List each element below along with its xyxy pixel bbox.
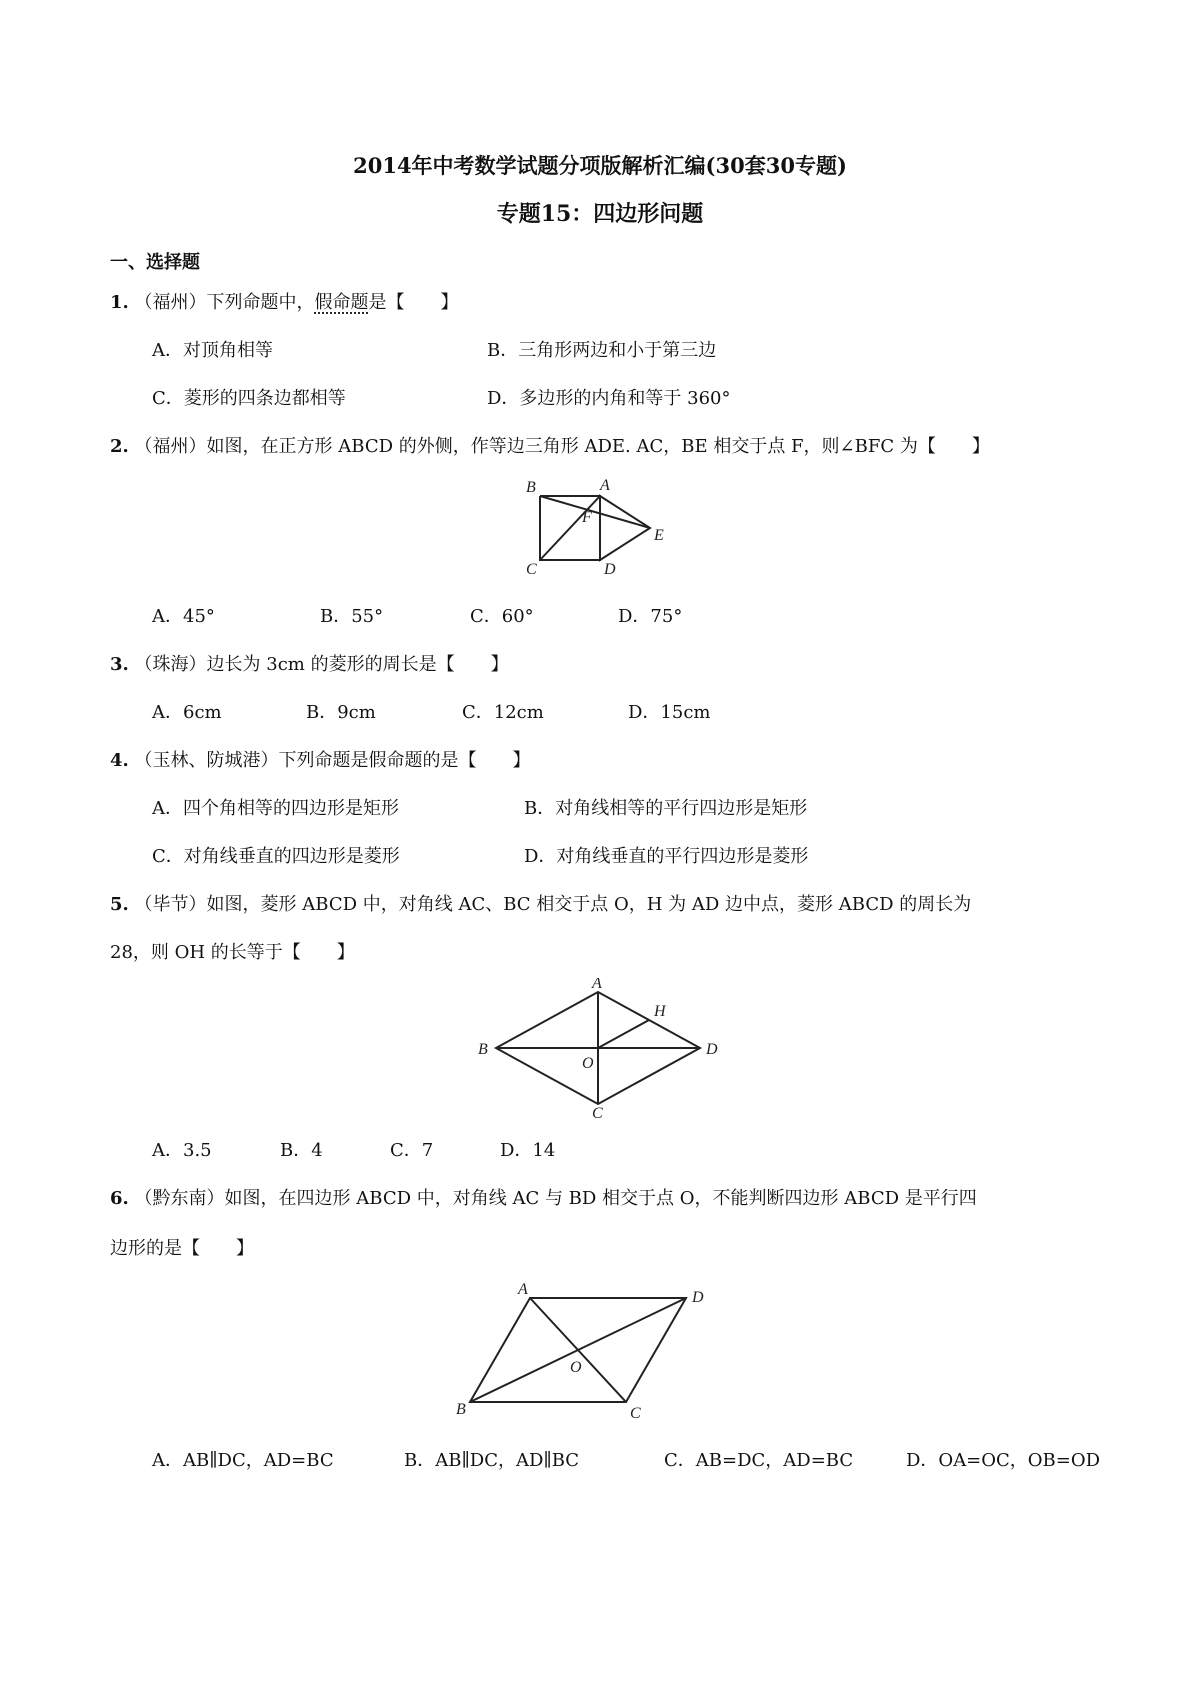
- question-number: 1.: [110, 292, 129, 313]
- option-b: B．三角形两边和小于第三边: [487, 340, 717, 361]
- label-a: A: [592, 978, 602, 992]
- option-d: D．15cm: [628, 702, 711, 723]
- question-number: 4.: [110, 750, 129, 771]
- question-text: 下列命题中，: [206, 292, 315, 313]
- label-e: E: [654, 527, 664, 544]
- document-subtitle: 专题15：四边形问题: [496, 201, 704, 227]
- triangle-ade: [600, 496, 650, 560]
- section-heading: 一、选择题: [110, 252, 200, 273]
- question-1-stem: [110, 290, 459, 316]
- question-5-stem-continued: 28，则 OH 的长等于【 】: [110, 942, 355, 963]
- question-text: 是【 】: [368, 292, 459, 313]
- label-c: C: [526, 561, 537, 578]
- option-a: A．对顶角相等: [152, 340, 273, 361]
- label-b: B: [478, 1041, 488, 1058]
- question-source: （毕节）: [134, 894, 207, 915]
- question-3-stem: [110, 652, 509, 678]
- question-4-stem: [110, 748, 531, 774]
- label-a: A: [518, 1281, 528, 1298]
- label-c: C: [592, 1105, 603, 1118]
- option-b: B．对角线相等的平行四边形是矩形: [524, 798, 808, 819]
- label-b: B: [526, 479, 536, 496]
- segment-oh: [598, 1020, 649, 1048]
- diagonal-bd: [470, 1298, 686, 1402]
- emphasized-text: 假命题: [314, 292, 369, 313]
- option-a: A．AB∥DC，AD=BC: [152, 1450, 334, 1471]
- option-b: B．55°: [320, 606, 384, 627]
- option-c: C．对角线垂直的四边形是菱形: [152, 846, 400, 867]
- label-o: O: [582, 1055, 594, 1072]
- option-b: B．AB∥DC，AD∥BC: [404, 1450, 580, 1471]
- label-h: H: [654, 1003, 666, 1020]
- question-text: 如图，在正方形 ABCD 的外侧，作等边三角形 ADE. AC，BE 相交于点 F，则∠BFC 为【 】: [206, 436, 990, 457]
- question-source: （福州）: [134, 436, 207, 457]
- option-c: C．AB=DC，AD=BC: [664, 1450, 854, 1471]
- question-text: 如图，在四边形 ABCD 中，对角线 AC 与 BD 相交于点 O，不能判断四边形 ABCD 是平行四: [224, 1188, 977, 1209]
- question-5-stem: [110, 892, 971, 918]
- option-b: B．4: [280, 1140, 323, 1161]
- question-source: （黔东南）: [134, 1188, 225, 1209]
- option-c: C．菱形的四条边都相等: [152, 388, 346, 409]
- option-a: A．四个角相等的四边形是矩形: [152, 798, 399, 819]
- figure-square-triangle: [520, 478, 700, 578]
- label-a: A: [600, 478, 610, 494]
- question-source: （福州）: [134, 292, 207, 313]
- question-number: 2.: [110, 436, 129, 457]
- option-a: A．6cm: [152, 702, 222, 723]
- figure-parallelogram: [450, 1278, 730, 1428]
- option-c: C．60°: [470, 606, 534, 627]
- option-a: A．45°: [152, 606, 215, 627]
- question-text: 边长为 3cm 的菱形的周长是【 】: [206, 654, 509, 675]
- option-d: D．对角线垂直的平行四边形是菱形: [524, 846, 809, 867]
- label-d: D: [692, 1289, 704, 1306]
- option-d: D．多边形的内角和等于 360°: [487, 388, 731, 409]
- question-source: （玉林、防城港）: [134, 750, 279, 771]
- option-c: C．12cm: [462, 702, 544, 723]
- question-2-stem: [110, 434, 990, 460]
- question-text: 下列命题是假命题的是【 】: [278, 750, 531, 771]
- question-text: 如图，菱形 ABCD 中，对角线 AC、BC 相交于点 O，H 为 AD 边中点，菱形 ABCD 的周长为: [206, 894, 972, 915]
- document-title: 2014年中考数学试题分项版解析汇编(30套30专题): [353, 153, 847, 178]
- option-d: D．75°: [618, 606, 683, 627]
- label-d: D: [604, 561, 616, 578]
- option-c: C．7: [390, 1140, 434, 1161]
- question-number: 6.: [110, 1188, 129, 1209]
- question-number: 5.: [110, 894, 129, 915]
- option-b: B．9cm: [306, 702, 376, 723]
- option-a: A．3.5: [152, 1140, 212, 1161]
- question-6-stem-continued: 边形的是【 】: [110, 1238, 254, 1259]
- option-d: D．14: [500, 1140, 556, 1161]
- label-c: C: [630, 1405, 641, 1422]
- question-number: 3.: [110, 654, 129, 675]
- figure-rhombus: [470, 978, 730, 1118]
- label-o: O: [570, 1359, 582, 1376]
- label-f: F: [582, 509, 592, 526]
- label-d: D: [706, 1041, 718, 1058]
- question-6-stem: [110, 1186, 977, 1212]
- option-d: D．OA=OC，OB=OD: [906, 1450, 1101, 1471]
- question-source: （珠海）: [134, 654, 207, 675]
- label-b: B: [456, 1401, 466, 1418]
